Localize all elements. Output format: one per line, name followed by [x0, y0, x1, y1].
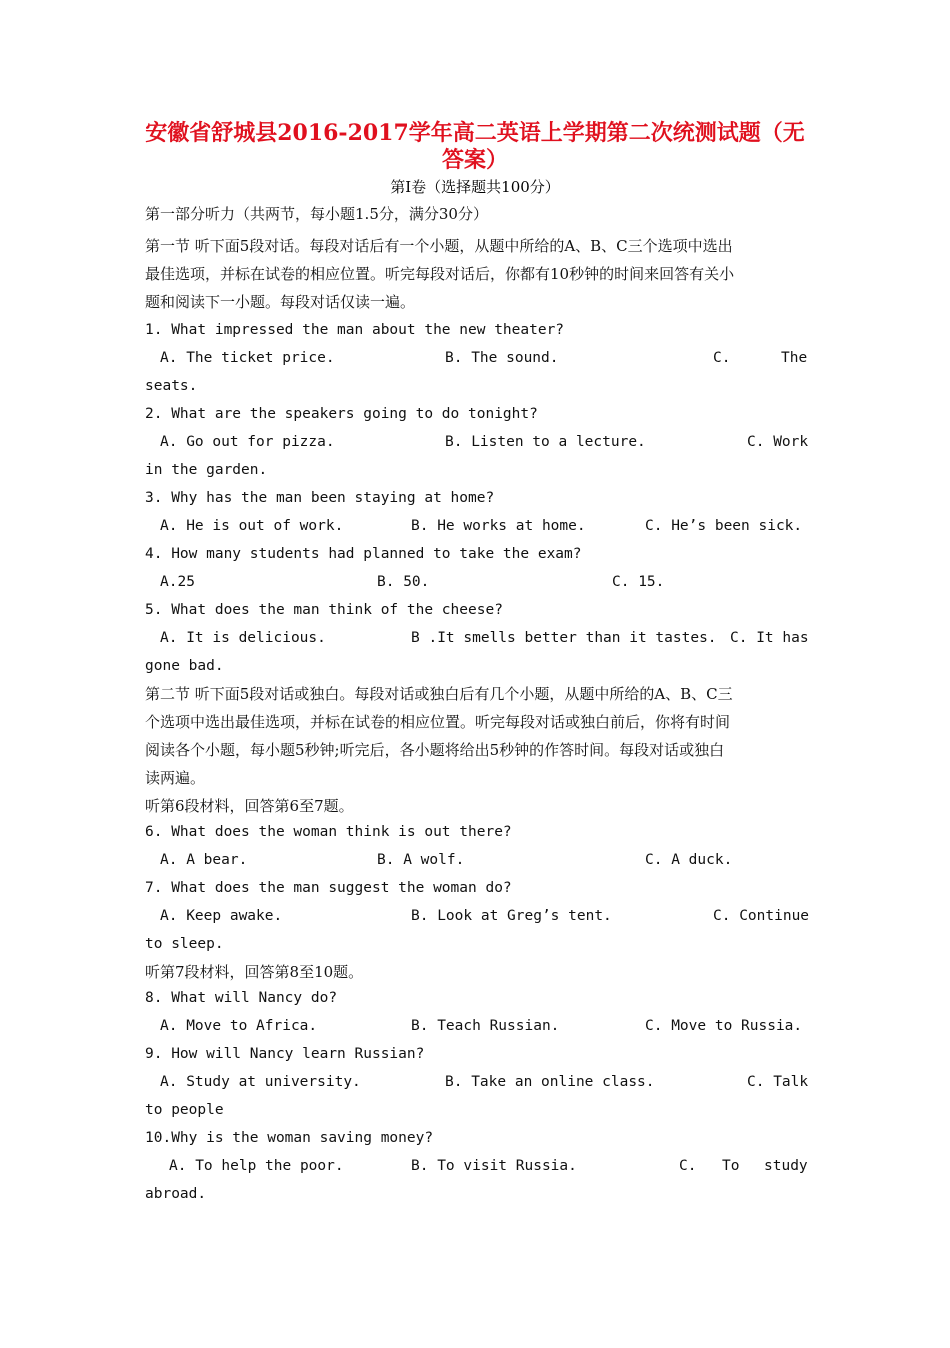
option-b: B. The sound. [445, 350, 559, 366]
question-8-options [145, 1012, 807, 1040]
option-a: A. It is delicious. [160, 630, 326, 646]
option-c: C. Talk [747, 1074, 809, 1090]
option-c: C. Work [747, 434, 809, 450]
option-a: A. Keep awake. [160, 908, 283, 924]
option-a: A. The ticket price. [160, 350, 335, 366]
question-7: 7. What does the man suggest the woman do? [145, 880, 512, 896]
material-7-heading: 听第7段材料，回答第8至10题。 [145, 963, 364, 981]
option-b: B. Take an online class. [445, 1074, 655, 1090]
question-9-options [145, 1068, 807, 1096]
option-c: C. Continue [713, 908, 810, 924]
option-c-text: The [781, 350, 808, 366]
title-line-2: 答案） [441, 147, 508, 173]
option-b: B. 50. [377, 574, 430, 590]
question-2: 2. What are the speakers going to do tonight? [145, 406, 538, 422]
question-7-option-c-cont: to sleep. [145, 936, 224, 952]
question-8: 8. What will Nancy do? [145, 990, 338, 1006]
option-b: B. To visit Russia. [411, 1158, 577, 1174]
option-b: B. Listen to a lecture. [445, 434, 646, 450]
question-1: 1. What impressed the man about the new theater? [145, 322, 565, 338]
title-line-1: 安徽省舒城县2016-2017学年高二英语上学期第二次统测试题（无 [145, 120, 805, 146]
section2-instructions-3: 阅读各个小题，每小题5秒钟;听完后，各小题将给出5秒钟的作答时间。每段对话或独白 [145, 741, 725, 759]
option-c: C. A duck. [645, 852, 733, 868]
question-1-options [145, 344, 807, 372]
option-c: C. Move to Russia. [645, 1018, 803, 1034]
section-subtitle: 第Ⅰ卷（选择题共100分） [390, 178, 560, 196]
section1-instructions-1: 第一节 听下面5段对话。每段对话后有一个小题，从题中所给的A、B、C三个选项中选出 [145, 237, 733, 255]
question-10: 10.Why is the woman saving money? [145, 1130, 434, 1146]
section2-instructions-1: 第二节 听下面5段对话或独白。每段对话或独白后有几个小题，从题中所给的A、B、C三 [145, 685, 733, 703]
question-4-options [145, 568, 807, 596]
question-2-option-c-cont: in the garden. [145, 462, 268, 478]
section2-instructions-4: 读两遍。 [145, 769, 206, 787]
question-7-options [145, 902, 810, 930]
option-c-word-2: study [764, 1158, 808, 1174]
option-a: A. To help the poor. [169, 1158, 344, 1174]
question-2-options [145, 428, 807, 456]
option-a: A. Move to Africa. [160, 1018, 318, 1034]
question-3: 3. Why has the man been staying at home? [145, 490, 495, 506]
option-a: A.25 [160, 574, 195, 590]
option-a: A. He is out of work. [160, 518, 344, 534]
option-b: B. Look at Greg’s tent. [411, 908, 612, 924]
question-5-option-c-cont: gone bad. [145, 658, 224, 674]
question-6-options [145, 846, 807, 874]
section1-instructions-2: 最佳选项，并标在试卷的相应位置。听完每段对话后，你都有10秒钟的时间来回答有关小 [145, 265, 735, 283]
option-a: A. A bear. [160, 852, 248, 868]
option-c: C. [679, 1158, 697, 1174]
question-6: 6. What does the woman think is out there? [145, 824, 512, 840]
option-b: B. Teach Russian. [411, 1018, 560, 1034]
option-c: C. [713, 350, 731, 366]
question-1-option-c-cont: seats. [145, 378, 198, 394]
question-3-options [145, 512, 807, 540]
question-10-options [145, 1152, 807, 1180]
question-4: 4. How many students had planned to take the exam? [145, 546, 582, 562]
option-c: C. It has [730, 630, 809, 646]
question-5-options [145, 624, 807, 652]
part1-heading: 第一部分听力（共两节，每小题1.5分，满分30分） [145, 205, 488, 223]
question-9-option-c-cont: to people [145, 1102, 224, 1118]
question-5: 5. What does the man think of the cheese? [145, 602, 503, 618]
option-b: B. He works at home. [411, 518, 586, 534]
option-c-word-1: To [722, 1158, 740, 1174]
page-title [130, 120, 820, 174]
question-9: 9. How will Nancy learn Russian? [145, 1046, 425, 1062]
option-c: C. He’s been sick. [645, 518, 803, 534]
option-c: C. 15. [612, 574, 665, 590]
section2-instructions-2: 个选项中选出最佳选项，并标在试卷的相应位置。听完每段对话或独白前后，你将有时间 [145, 713, 731, 731]
section1-instructions-3: 题和阅读下一小题。每段对话仅读一遍。 [145, 293, 416, 311]
option-a: A. Study at university. [160, 1074, 361, 1090]
question-10-option-c-cont: abroad. [145, 1186, 207, 1202]
material-6-heading: 听第6段材料，回答第6至7题。 [145, 797, 354, 815]
option-a: A. Go out for pizza. [160, 434, 335, 450]
option-b: B .It smells better than it tastes. [411, 630, 717, 646]
option-b: B. A wolf. [377, 852, 465, 868]
